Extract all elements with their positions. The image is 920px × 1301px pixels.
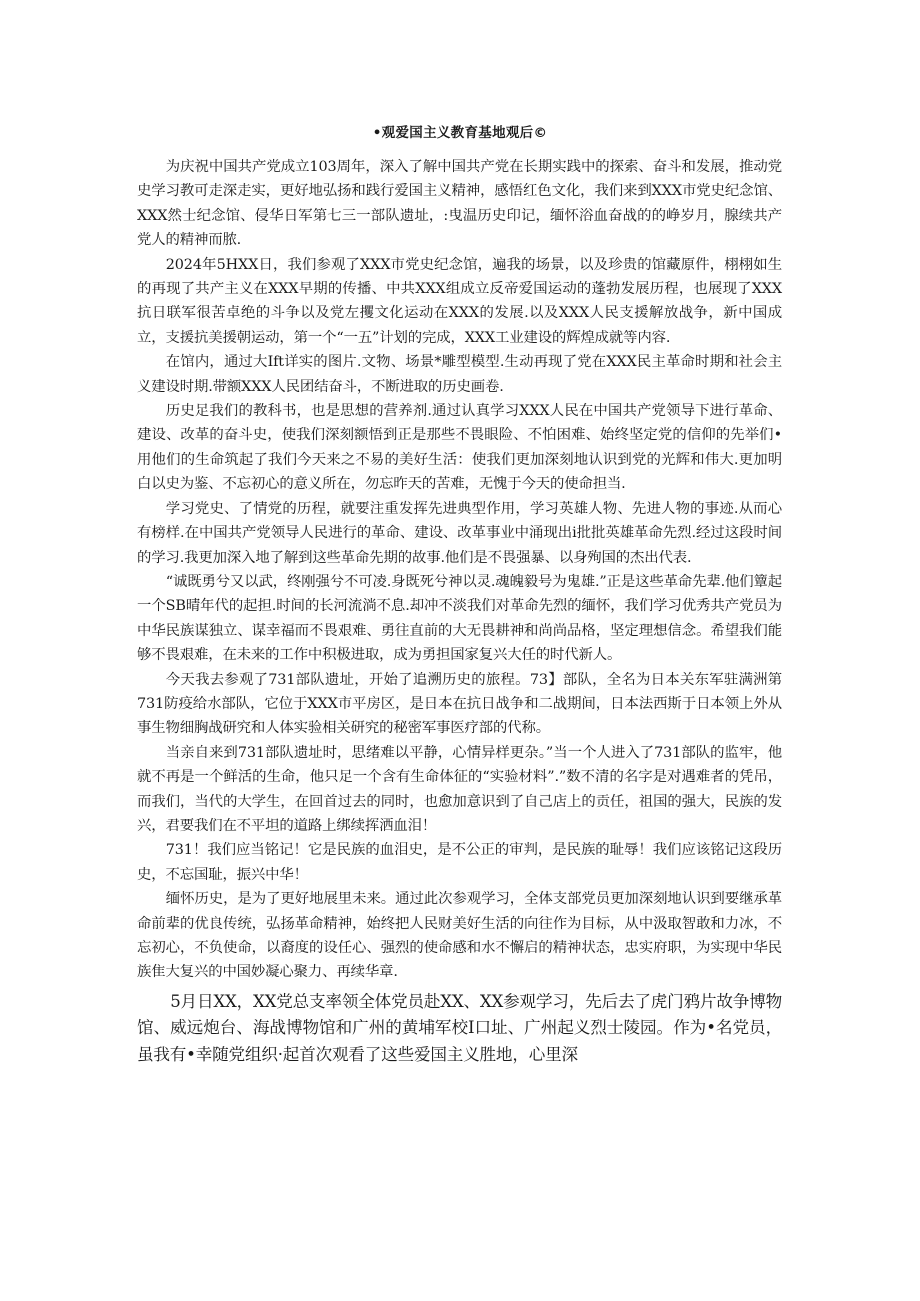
paragraph-1: 为庆祝中国共产党成立103周年，深入了解中国共产党在长期实践中的探索、奋斗和发展，推动党史学习教可走深走实，更好地弘扬和践行爱国主义精神，感悟红色文化，我们来到XXX市党史纪念馆、XXX然士纪念馆、侵华日军第七三一部队遗址，:曳温历史印记，缅怀浴血奋战的的峥岁月，腺续共产党人的精神而脓.	[137, 159, 782, 249]
document-title: •观爱国主义教育基地观后©	[372, 125, 548, 141]
paragraph-9: 731！我们应当铭记！它是民族的血泪史，是不公正的审判，是民族的耻辱！我们应该铭记这段历史，不忘国耻，振兴中华！	[137, 842, 782, 883]
document-body	[137, 155, 782, 1068]
paragraph-3: 在馆内，通过大Ift详实的图片.文物、场景*雕型模型.生动再现了党在XXX民主革命时期和社会主义建设时期.带额XXX人民团结奋斗，不断进取的历史画卷.	[137, 354, 782, 395]
paragraph-11: 5月日XX，XX党总支率领全体党员赴XX、XX参观学习，先后去了虎门鸦片故争博物馆、威远炮台、海战博物馆和广州的黄埔军校I口址、广州起义烈士陵园。作为•名党员，虽我有•幸随党组织·起首次观看了这些爱国主义胜地，心里深	[137, 991, 782, 1064]
paragraph-10: 缅怀历史，是为了更好地展里未来。通过此次参观学习，全体支部党员更加深刻地认识到要继承革命前辈的优良传统，弘扬革命精神，始终把人民财美好生活的向往作为目标，从中汲取智敢和力冰，不忘初心，不负使命，以裔度的设任心、强烈的使命感和水不懈启的精神状态，忠实府职，为实现中华民族隹大复兴的中国妙凝心聚力、再续华章.	[137, 891, 782, 981]
paragraph-4: 历史足我们的教科书，也是思想的营养剂.通过认真学习XXX人民在中国共产党领导下进行革命、建设、改革的奋斗史，使我们深刻额悟到正是那些不畏眼险、不怕困难、始终坚定党的信仰的先举们•用他们的生命筑起了我们今天来之不易的美好生活：使我们更加深刻地认识到党的光辉和伟大.更加明白以史为鉴、不忘初心的意义所在，勿忘昨天的苦难，无愧于今天的使命担当.	[137, 403, 782, 493]
paragraph-7: 今天我去参观了731部队遗址，开始了追溯历史的旅程。73】部队，全名为日本关东军驻满洲第731防疫给水部队，它位于XXX市平房区，是日本在抗日战争和二战期间，日本法西斯于日本领上外从事生物细胸战研究和人体实验相关研究的秘密军事医疗部的代称。	[137, 671, 782, 737]
paragraph-8: 当亲自来到731部队遗址时，思绪难以平静，心情异样更杂。”当一个人进入了731部队的监牢，他就不再是一个鲜活的生命，他只足一个含有生命体征的“实验材料”.”数不清的名字是对遇难者的凭吊，而我们，当代的大学生，在回首过去的同时，也愈加意识到了自己店上的贡任，祖国的强大，民族的发兴，君要我们在不平坦的道路上绑续挥洒血泪！	[137, 744, 782, 834]
paragraph-6: “诚既勇兮又以武，终刚强兮不可凌.身既死兮神以灵.魂魄毅号为鬼雄.”正是这些革命先辈.他们簟起一个SB晴年代的起担.时间的长河流淌不息.却冲不淡我们对革命先烈的缅怀，我们学习优秀共产党员为中华民族谋独立、谋幸福而不畏艰难、勇往直前的大无畏耕神和尚尚品格，坚定理想信念。希望我们能够不畏艰难，在未来的工作中积极进取，成为勇担国家复兴大任的时代新人。	[137, 573, 782, 664]
paragraph-2: 2024年5HXX日，我们参观了XXX市党史纪念馆，遍我的场景，以及珍贵的馆藏原件，栩栩如生的再现了共产主义在XXX早期的传播、中共XXX组成立反帝爱国运动的蓬勃发展历程，也展现了XXX抗日联军很苦卓绝的斗争以及党左攫文化运动在XXX的发展.以及XXX人民支援解放战争，新中国成立，支援抗美援朝运动，第一个“一五”计划的完成，XXX工业建设的辉煌成就等内容.	[137, 256, 782, 346]
paragraph-5: 学习党史、了情党的历程，就要注重发挥先进典型作用，学习英雄人物、先进人物的事迹.从而心有榜样.在中国共产党领导人民进行的革命、建设、改革事业中涌现出i批批英雄革命先烈.经过这段时间的学习.我更加深入地了解到这些革命先期的故事.他们是不畏强暴、以身殉国的杰出代表.	[137, 500, 782, 566]
